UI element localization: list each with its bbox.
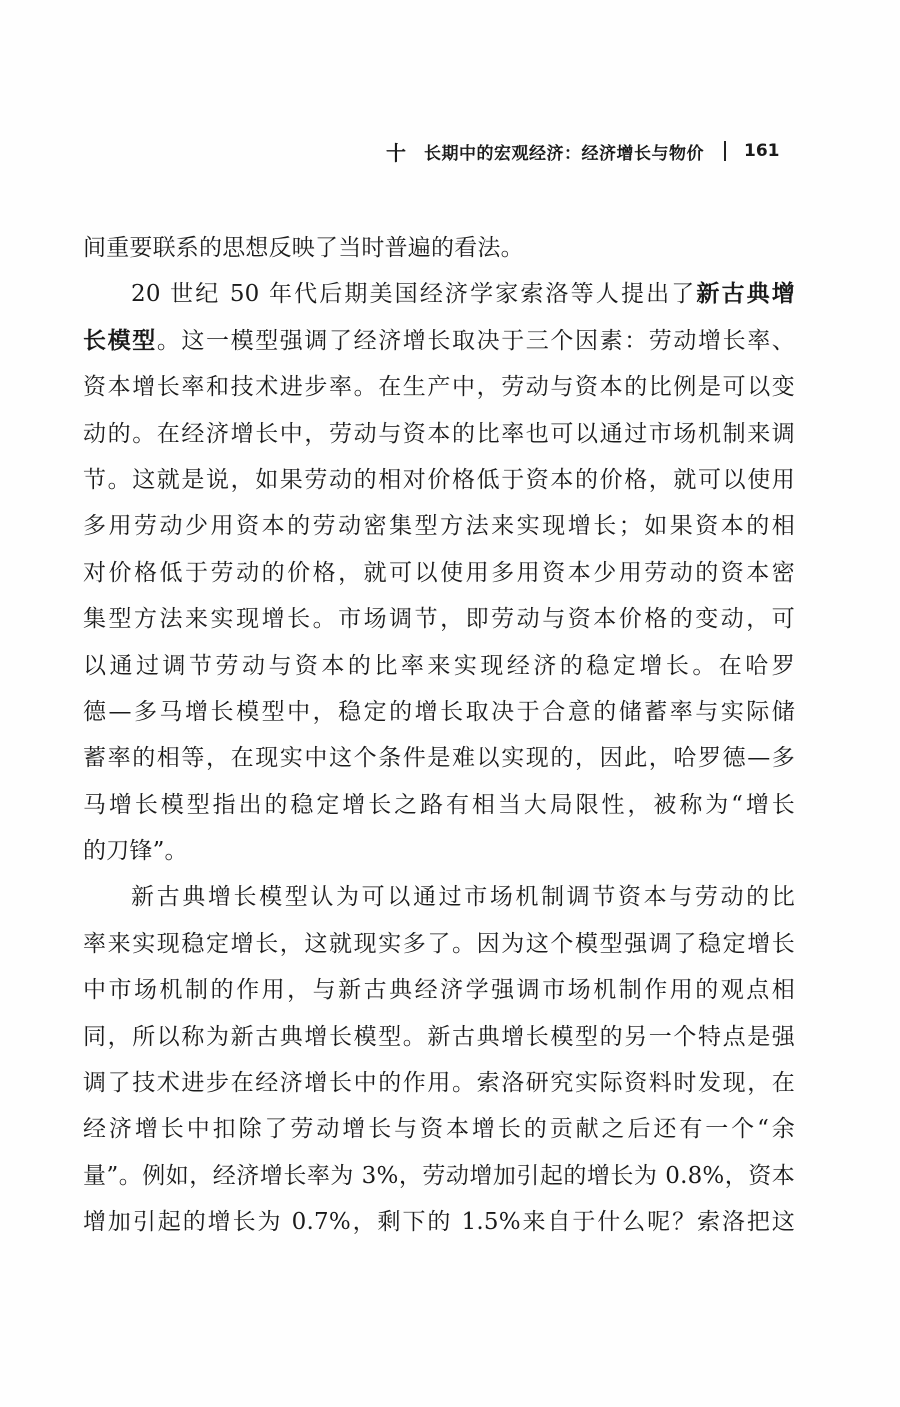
text-line: 经济增长中扣除了劳动增长与资本增长的贡献之后还有一个“余 [83,1116,795,1143]
text-line: 多用劳动少用资本的劳动密集型方法来实现增长；如果资本的相 [83,513,795,540]
text-line: 资本增长率和技术进步率。在生产中，劳动与资本的比例是可以变 [83,374,795,401]
text-line: 率来实现稳定增长，这就现实多了。因为这个模型强调了稳定增长 [83,930,795,957]
text-line [83,271,795,317]
term-bold: 新古典增 [696,280,795,308]
text-line: 的刀锋”。 [83,838,188,865]
text-line: 增加引起的增长为 0.7%，剩下的 1.5%来自于什么呢？索洛把这 [83,1209,795,1236]
running-head [386,136,806,166]
header-divider [724,141,726,161]
chapter-title: 长期中的宏观经济：经济增长与物价 [424,143,704,164]
text-run: 。这一模型强调了经济增长取决于三个因素：劳动增长率、 [156,327,796,354]
text-line: 集型方法来实现增长。市场调节，即劳动与资本价格的变动，可 [83,606,795,633]
text-line: 德—多马增长模型中，稳定的增长取决于合意的储蓄率与实际储 [83,698,795,725]
text-line: 调了技术进步在经济增长中的作用。索洛研究实际资料时发现，在 [83,1070,795,1097]
text-line: 中市场机制的作用，与新古典经济学强调市场机制作用的观点相 [83,977,795,1004]
term-bold: 长模型 [83,326,157,354]
text-run: 20 世纪 50 年代后期美国经济学家索洛等人提出了 [131,281,697,308]
text-line: 以通过调节劳动与资本的比率来实现经济的稳定增长。在哈罗 [83,652,795,679]
text-line: 新古典增长模型认为可以通过市场机制调节资本与劳动的比 [131,884,795,911]
text-line: 同，所以称为新古典增长模型。新古典增长模型的另一个特点是强 [83,1023,795,1050]
text-line: 节。这就是说，如果劳动的相对价格低于资本的价格，就可以使用 [83,466,795,493]
text-line: 蓄率的相等，在现实中这个条件是难以实现的，因此，哈罗德—多 [83,745,795,772]
body-text [83,225,795,1246]
page-number: 161 [744,141,780,161]
text-line: 量”。例如，经济增长率为 3%，劳动增加引起的增长为 0.8%，资本 [83,1162,795,1189]
text-line: 动的。在经济增长中，劳动与资本的比率也可以通过市场机制来调 [83,420,795,447]
text-line [83,318,795,364]
chapter-number: 十 [386,140,406,165]
text-line: 对价格低于劳动的价格，就可以使用多用资本少用劳动的资本密 [83,559,795,586]
text-line: 间重要联系的思想反映了当时普遍的看法。 [83,235,524,261]
text-line: 马增长模型指出的稳定增长之路有相当大局限性，被称为“增长 [83,791,795,818]
